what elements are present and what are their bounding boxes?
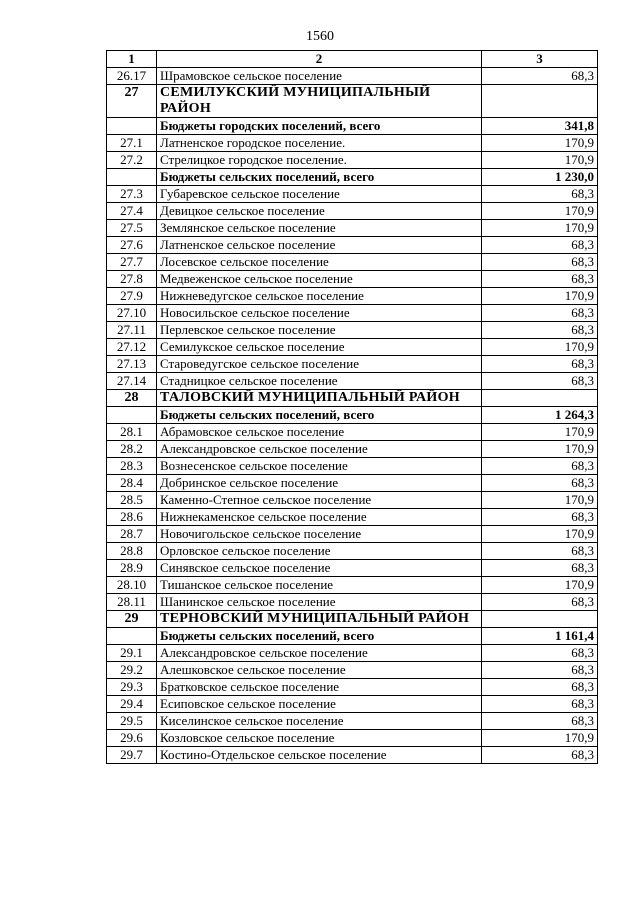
subtotal-row <box>107 407 598 424</box>
table-row <box>107 271 598 288</box>
row-number: 28.9 <box>107 560 157 577</box>
row-number: 27.4 <box>107 203 157 220</box>
table-row <box>107 747 598 764</box>
row-number: 27.1 <box>107 135 157 152</box>
amount-value: 170,9 <box>482 152 598 169</box>
settlement-name: ТАЛОВСКИЙ МУНИЦИПАЛЬНЫЙ РАЙОН <box>157 390 482 407</box>
amount-value: 68,3 <box>482 713 598 730</box>
row-number: 27.13 <box>107 356 157 373</box>
row-number: 28 <box>107 390 157 407</box>
subtotal-row <box>107 169 598 186</box>
settlement-name: Нижневедугское сельское поселение <box>157 288 482 305</box>
amount-value: 1 230,0 <box>482 169 598 186</box>
settlement-name: Перлевское сельское поселение <box>157 322 482 339</box>
settlement-name: Тишанское сельское поселение <box>157 577 482 594</box>
budget-table <box>106 50 598 764</box>
row-number: 27.11 <box>107 322 157 339</box>
budget-table-body <box>107 51 598 764</box>
table-row <box>107 373 598 390</box>
subtotal-row <box>107 118 598 135</box>
settlement-name: Александровское сельское поселение <box>157 441 482 458</box>
district-header-row <box>107 611 598 628</box>
table-row <box>107 356 598 373</box>
settlement-name: Бюджеты сельских поселений, всего <box>157 407 482 424</box>
row-number: 27 <box>107 85 157 118</box>
row-number <box>107 169 157 186</box>
settlement-name: Вознесенское сельское поселение <box>157 458 482 475</box>
settlement-name: Козловское сельское поселение <box>157 730 482 747</box>
row-number: 27.7 <box>107 254 157 271</box>
row-number <box>107 628 157 645</box>
table-header-row <box>107 51 598 68</box>
settlement-name: Бюджеты сельских поселений, всего <box>157 169 482 186</box>
table-row <box>107 679 598 696</box>
table-row <box>107 492 598 509</box>
settlement-name: СЕМИЛУКСКИЙ МУНИЦИПАЛЬНЫЙ РАЙОН <box>157 85 482 118</box>
row-number: 27.5 <box>107 220 157 237</box>
table-row <box>107 424 598 441</box>
table-row <box>107 441 598 458</box>
settlement-name: Абрамовское сельское поселение <box>157 424 482 441</box>
table-row <box>107 237 598 254</box>
amount-value: 68,3 <box>482 696 598 713</box>
amount-value: 68,3 <box>482 271 598 288</box>
settlement-name: Латненское городское поселение. <box>157 135 482 152</box>
amount-value: 68,3 <box>482 254 598 271</box>
table-row <box>107 322 598 339</box>
amount-value: 68,3 <box>482 356 598 373</box>
table-row <box>107 152 598 169</box>
table-row <box>107 254 598 271</box>
page-number: 1560 <box>306 29 334 44</box>
table-row <box>107 135 598 152</box>
table-row <box>107 475 598 492</box>
row-number: 28.3 <box>107 458 157 475</box>
row-number: 29.6 <box>107 730 157 747</box>
amount-value <box>482 611 598 628</box>
amount-value: 68,3 <box>482 322 598 339</box>
amount-value <box>482 85 598 118</box>
amount-value: 170,9 <box>482 577 598 594</box>
settlement-name: Семилукское сельское поселение <box>157 339 482 356</box>
table-row <box>107 305 598 322</box>
settlement-name: Лосевское сельское поселение <box>157 254 482 271</box>
amount-value: 170,9 <box>482 288 598 305</box>
row-number: 27.12 <box>107 339 157 356</box>
amount-value <box>482 390 598 407</box>
amount-value: 68,3 <box>482 594 598 611</box>
settlement-name: Староведугское сельское поселение <box>157 356 482 373</box>
table-row <box>107 186 598 203</box>
row-number: 27.10 <box>107 305 157 322</box>
amount-value: 170,9 <box>482 220 598 237</box>
amount-value: 170,9 <box>482 441 598 458</box>
amount-value: 170,9 <box>482 730 598 747</box>
amount-value: 170,9 <box>482 339 598 356</box>
row-number: 26.17 <box>107 68 157 85</box>
row-number: 27.2 <box>107 152 157 169</box>
amount-value: 68,3 <box>482 645 598 662</box>
amount-value: 170,9 <box>482 135 598 152</box>
row-number: 27.14 <box>107 373 157 390</box>
row-number: 28.4 <box>107 475 157 492</box>
settlement-name: Латненское сельское поселение <box>157 237 482 254</box>
settlement-name: Землянское сельское поселение <box>157 220 482 237</box>
amount-value: 68,3 <box>482 747 598 764</box>
row-number: 29 <box>107 611 157 628</box>
settlement-name: Губаревское сельское поселение <box>157 186 482 203</box>
amount-value: 68,3 <box>482 305 598 322</box>
amount-value: 68,3 <box>482 373 598 390</box>
row-number: 28.5 <box>107 492 157 509</box>
table-row <box>107 577 598 594</box>
amount-value: 1 264,3 <box>482 407 598 424</box>
settlement-name: Новосильское сельское поселение <box>157 305 482 322</box>
table-row <box>107 68 598 85</box>
row-number: 28.11 <box>107 594 157 611</box>
row-number: 28.7 <box>107 526 157 543</box>
district-header-row <box>107 85 598 118</box>
amount-value: 68,3 <box>482 475 598 492</box>
settlement-name: Добринское сельское поселение <box>157 475 482 492</box>
row-number: 27.6 <box>107 237 157 254</box>
amount-value: 68,3 <box>482 68 598 85</box>
settlement-name: Синявское сельское поселение <box>157 560 482 577</box>
settlement-name: Каменно-Степное сельское поселение <box>157 492 482 509</box>
table-row <box>107 730 598 747</box>
amount-value: 68,3 <box>482 186 598 203</box>
row-number: 28.2 <box>107 441 157 458</box>
settlement-name: Новочигольское сельское поселение <box>157 526 482 543</box>
settlement-name: Шанинское сельское поселение <box>157 594 482 611</box>
row-number: 27.8 <box>107 271 157 288</box>
settlement-name: Александровское сельское поселение <box>157 645 482 662</box>
table-row <box>107 220 598 237</box>
settlement-name: Девицкое сельское поселение <box>157 203 482 220</box>
column-header-amount: 3 <box>482 51 598 68</box>
table-row <box>107 560 598 577</box>
row-number: 29.1 <box>107 645 157 662</box>
table-row <box>107 458 598 475</box>
settlement-name: Братковское сельское поселение <box>157 679 482 696</box>
amount-value: 170,9 <box>482 424 598 441</box>
table-row <box>107 203 598 220</box>
settlement-name: Алешковское сельское поселение <box>157 662 482 679</box>
column-header-number: 1 <box>107 51 157 68</box>
settlement-name: Бюджеты городских поселений, всего <box>157 118 482 135</box>
settlement-name: Медвеженское сельское поселение <box>157 271 482 288</box>
amount-value: 68,3 <box>482 543 598 560</box>
amount-value: 68,3 <box>482 679 598 696</box>
district-header-row <box>107 390 598 407</box>
row-number: 28.6 <box>107 509 157 526</box>
amount-value: 68,3 <box>482 560 598 577</box>
amount-value: 68,3 <box>482 509 598 526</box>
amount-value: 170,9 <box>482 526 598 543</box>
table-row <box>107 509 598 526</box>
settlement-name: Нижнекаменское сельское поселение <box>157 509 482 526</box>
settlement-name: Киселинское сельское поселение <box>157 713 482 730</box>
table-row <box>107 594 598 611</box>
amount-value: 68,3 <box>482 458 598 475</box>
table-row <box>107 645 598 662</box>
row-number: 29.5 <box>107 713 157 730</box>
row-number: 28.10 <box>107 577 157 594</box>
amount-value: 1 161,4 <box>482 628 598 645</box>
row-number: 29.2 <box>107 662 157 679</box>
amount-value: 68,3 <box>482 662 598 679</box>
table-row <box>107 339 598 356</box>
settlement-name: Костино-Отдельское сельское поселение <box>157 747 482 764</box>
amount-value: 170,9 <box>482 492 598 509</box>
row-number <box>107 407 157 424</box>
table-row <box>107 662 598 679</box>
row-number <box>107 118 157 135</box>
amount-value: 341,8 <box>482 118 598 135</box>
settlement-name: Стадницкое сельское поселение <box>157 373 482 390</box>
table-row <box>107 543 598 560</box>
settlement-name: ТЕРНОВСКИЙ МУНИЦИПАЛЬНЫЙ РАЙОН <box>157 611 482 628</box>
row-number: 28.8 <box>107 543 157 560</box>
row-number: 29.3 <box>107 679 157 696</box>
column-header-name: 2 <box>157 51 482 68</box>
row-number: 28.1 <box>107 424 157 441</box>
settlement-name: Орловское сельское поселение <box>157 543 482 560</box>
settlement-name: Бюджеты сельских поселений, всего <box>157 628 482 645</box>
row-number: 27.9 <box>107 288 157 305</box>
settlement-name: Шрамовское сельское поселение <box>157 68 482 85</box>
amount-value: 170,9 <box>482 203 598 220</box>
table-row <box>107 713 598 730</box>
row-number: 27.3 <box>107 186 157 203</box>
row-number: 29.7 <box>107 747 157 764</box>
subtotal-row <box>107 628 598 645</box>
table-row <box>107 696 598 713</box>
table-row <box>107 526 598 543</box>
settlement-name: Стрелицкое городское поселение. <box>157 152 482 169</box>
amount-value: 68,3 <box>482 237 598 254</box>
row-number: 29.4 <box>107 696 157 713</box>
settlement-name: Есиповское сельское поселение <box>157 696 482 713</box>
table-row <box>107 288 598 305</box>
